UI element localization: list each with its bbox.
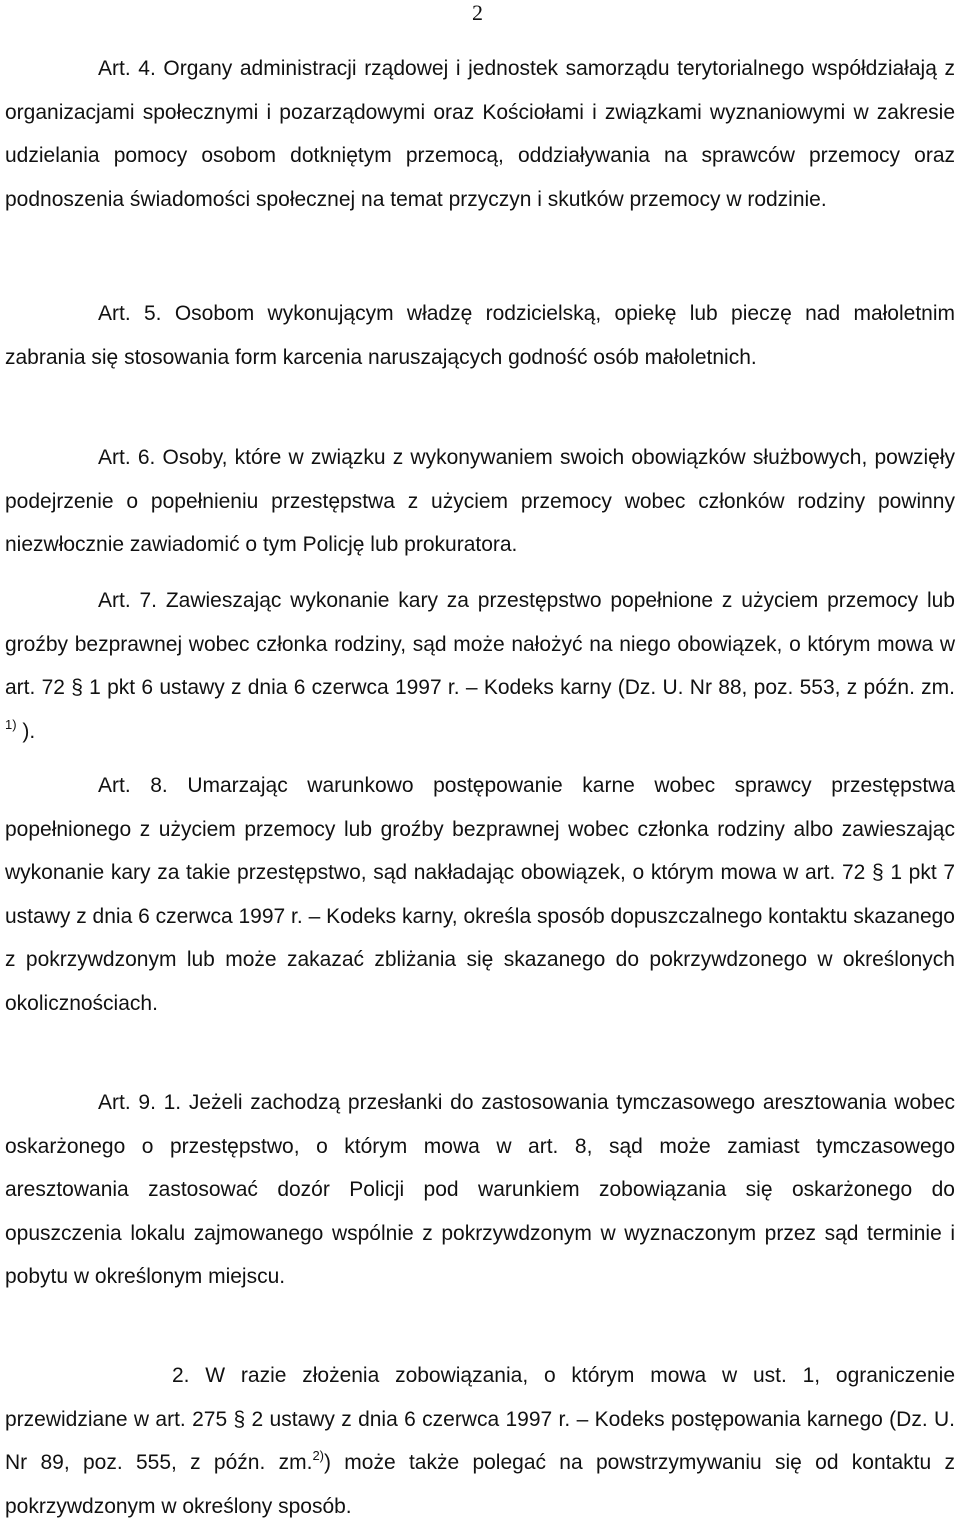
article-9-paragraph-2: [5, 1354, 955, 1528]
article-7-text: [5, 579, 955, 753]
article-5: [5, 292, 955, 379]
article-6: [5, 436, 955, 567]
article-6-text: Art. 6. Osoby, które w związku z wykonywaniem swoich obowiązków służbowych, powzięły podejrzenie o popełnieniu przestępstwa z użyciem przemocy wobec członków rodziny powinny niezwłocznie zawiadomić o tym Policję lub prokuratora.: [5, 446, 955, 556]
article-8-text: Art. 8. Umarzając warunkowo postępowanie karne wobec sprawcy przestępstwa popełnionego z użyciem przemocy lub groźby bezprawnej wobec członka rodziny albo zawieszając wykonanie kary za takie przestępstwo, sąd nakładając obowiązek, o którym mowa w art. 72 § 1 pkt 7 ustawy z dnia 6 czerwca 1997 r. – Kodeks karny, określa sposób dopuszczalnego kontaktu skazanego z pokrzywdzonym lub może zakazać zbliżania się skazanego do pokrzywdzonego w określonych okolicznościach.: [5, 774, 955, 1015]
footnote-ref-2: 2): [312, 1448, 324, 1463]
article-9-paragraph-2-text-end: ) może także polegać na powstrzymywaniu się od kontaktu z pokrzywdzonym w określony sposób.: [5, 1451, 955, 1518]
article-9-paragraph-2-text: [5, 1354, 955, 1528]
article-4-text: Art. 4. Organy administracji rządowej i jednostek samorządu terytorialnego współdziałają z organizacjami społecznymi i pozarządowymi oraz Kościołami i związkami wyznaniowymi w zakresie udzielania pomocy osobom dotkniętym przemocą, oddziaływania na sprawców przemocy oraz podnoszenia świadomości społecznej na temat przyczyn i skutków przemocy w rodzinie.: [5, 57, 955, 211]
article-7-text-end: ).: [16, 719, 36, 743]
article-8: [5, 764, 955, 1025]
article-7-text-main: Art. 7. Zawieszając wykonanie kary za przestępstwo popełnione z użyciem przemocy lub groźby bezprawnej wobec członka rodziny, sąd może nałożyć na niego obowiązek, o którym mowa w art. 72 § 1 pkt 6 ustawy z dnia 6 czerwca 1997 r. – Kodeks karny (Dz. U. Nr 88, poz. 553, z późn. zm.: [5, 589, 955, 699]
article-9-paragraph-1-text: Art. 9. 1. Jeżeli zachodzą przesłanki do zastosowania tymczasowego aresztowania wobec oskarżonego o przestępstwo, o którym mowa w art. 8, sąd może zamiast tymczasowego aresztowania zastosować dozór Policji pod warunkiem zobowiązania się oskarżonego do opuszczenia lokalu zajmowanego wspólnie z pokrzywdzonym w wyznaczonym przez sąd terminie i pobytu w określonym miejscu.: [5, 1091, 955, 1288]
article-7: [5, 579, 955, 753]
footnote-ref-1: 1): [5, 716, 17, 732]
page-number: 2: [472, 0, 483, 25]
article-9-paragraph-2-text-main: 2. W razie złożenia zobowiązania, o którym mowa w ust. 1, ograniczenie przewidziane w art. 275 § 2 ustawy z dnia 6 czerwca 1997 r. – Kodeks postępowania karnego (Dz. U. Nr 89, poz. 555, z późn. zm.: [5, 1364, 955, 1474]
article-9-paragraph-1: [5, 1081, 955, 1299]
article-4: [5, 47, 955, 221]
article-5-text: Art. 5. Osobom wykonującym władzę rodzicielską, opiekę lub pieczę nad małoletnim zabrania się stosowania form karcenia naruszających godność osób małoletnich.: [5, 302, 955, 369]
